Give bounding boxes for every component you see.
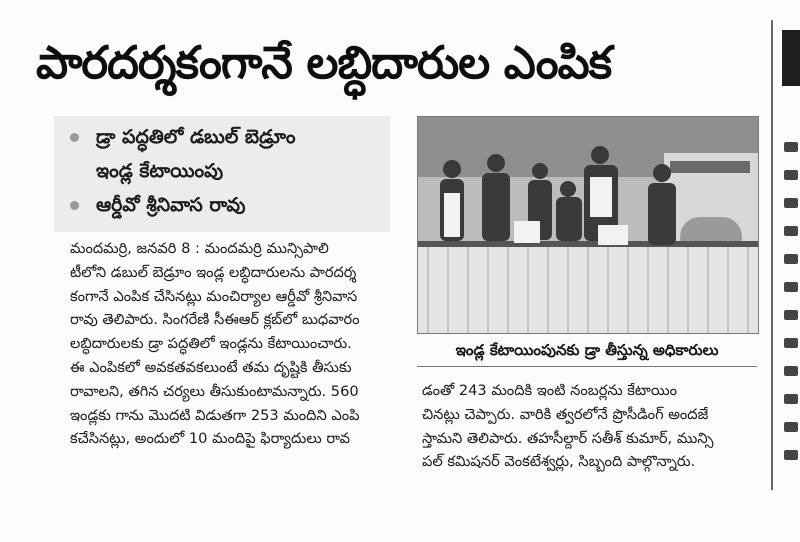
body-line: రావాలని, తగిన చర్యలు తీసుకుంటామన్నారు. 560 bbox=[70, 382, 359, 400]
body-line: మందమర్రి, జనవరి 8 : మందమర్రి మున్సిపాలి bbox=[70, 240, 329, 257]
bullet-dot-icon bbox=[70, 201, 79, 210]
adjacent-text-fragment bbox=[784, 394, 798, 404]
article-headline: పారదర్శకంగానే లబ్ధిదారుల ఎంపిక bbox=[36, 36, 612, 89]
article-body-column-2 bbox=[422, 379, 767, 474]
body-line: ఇండ్లకు గాను మొదటి విడుతగా 253 మందిని ఎంపి bbox=[70, 406, 360, 424]
highlight-text: డ్రా పద్ధతిలో డబుల్ బెడ్రూం ఇండ్ల కేటాయింపు bbox=[96, 126, 296, 182]
column-divider bbox=[771, 20, 773, 490]
adjacent-article-edge bbox=[782, 30, 800, 490]
adjacent-text-fragment bbox=[784, 450, 798, 460]
body-line: ఈ ఎంపికలో అవకతవకలుంటే తమ దృష్టికి తీసుకు bbox=[70, 358, 352, 376]
body-line: చినట్లు చెప్పారు. వారికి త్వరలోనే ప్రొసీడింగ్ అందజే bbox=[422, 405, 709, 423]
highlights-box bbox=[54, 116, 390, 232]
adjacent-text-fragment bbox=[784, 310, 798, 320]
adjacent-text-fragment bbox=[784, 142, 798, 152]
adjacent-text-fragment bbox=[784, 170, 798, 180]
highlight-item bbox=[70, 120, 380, 188]
adjacent-text-fragment bbox=[784, 338, 798, 348]
body-line: రావు తెలిపారు. సింగరేణి సీఈఆర్ క్లబ్‌లో బుధవారం bbox=[70, 311, 360, 329]
adjacent-text-fragment bbox=[784, 422, 798, 432]
adjacent-text-fragment bbox=[784, 366, 798, 376]
photo-caption: ఇండ్ల కేటాయింపునకు డ్రా తీస్తున్న అధికారులు bbox=[417, 334, 757, 367]
body-line: స్తామని తెలిపారు. తహసీల్దార్ సతీశ్ కుమార్, మున్సి bbox=[422, 429, 714, 447]
body-line: పల్ కమిషనర్ వెంకటేశ్వర్లు, సిబ్బంది పాల్గొన్నారు. bbox=[422, 453, 696, 471]
body-line: టీలోని డబుల్ బెడ్రూం ఇండ్ల లబ్ధిదారులను పారదర్శ bbox=[70, 263, 357, 281]
body-line: లబ్ధిదారులకు డ్రా పద్ధతిలో ఇండ్లను కేటాయించారు. bbox=[70, 335, 352, 353]
adjacent-headline-fragment bbox=[782, 30, 800, 86]
highlight-item bbox=[70, 188, 380, 222]
article-body-column-1 bbox=[70, 237, 392, 451]
adjacent-text-fragment bbox=[784, 226, 798, 236]
adjacent-text-fragment bbox=[784, 254, 798, 264]
adjacent-text-fragment bbox=[784, 198, 798, 208]
bullet-dot-icon bbox=[70, 133, 79, 142]
highlight-text: ఆర్డీవో శ్రీనివాస రావు bbox=[96, 194, 246, 216]
adjacent-text-fragment bbox=[784, 282, 798, 292]
article-photo bbox=[417, 116, 759, 334]
body-line: కంగానే ఎంపిక చేసినట్లు మంచిర్యాల ఆర్డీవో శ్రీనివాస bbox=[70, 287, 358, 305]
body-line: డంతో 243 మందికి ఇంటి నంబర్లను కేటాయిం bbox=[422, 382, 678, 399]
photo-illustration bbox=[418, 117, 758, 333]
body-line: కచేసినట్లు, అందులో 10 మందిపై ఫిర్యాదులు రావ bbox=[70, 430, 350, 448]
